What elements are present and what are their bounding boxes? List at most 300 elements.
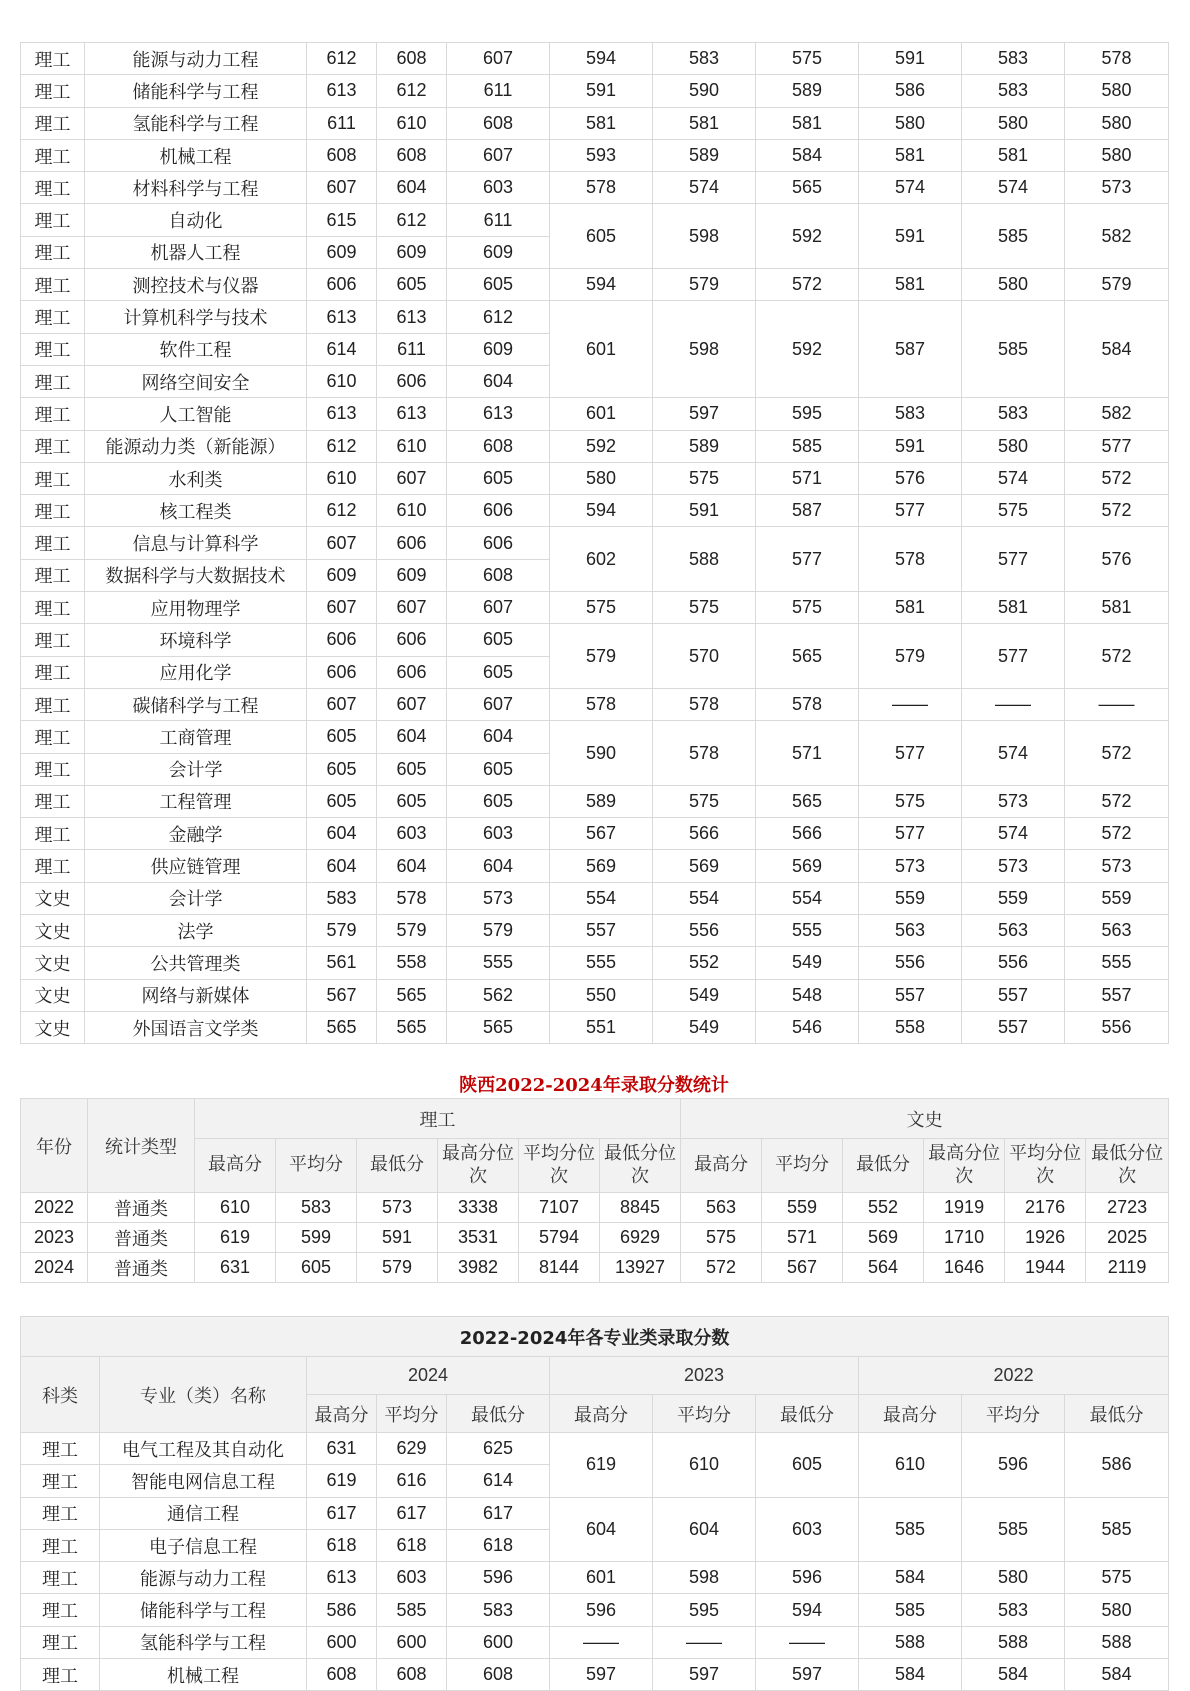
score-cell: 581: [859, 139, 962, 171]
table-row: [21, 1497, 1169, 1529]
score-cell: 590: [550, 721, 653, 786]
score-cell: 596: [550, 1594, 653, 1626]
stat-value-cell: 619: [195, 1223, 276, 1253]
category-cell: 理工: [21, 365, 85, 397]
major-name-cell: 机械工程: [85, 139, 307, 171]
major-name-cell: 工程管理: [85, 785, 307, 817]
category-cell: 理工: [21, 785, 85, 817]
major-name-cell: 储能科学与工程: [85, 75, 307, 107]
subheader-cell: 最高分位次: [438, 1139, 519, 1193]
category-cell: 理工: [21, 107, 85, 139]
table-row: [21, 785, 1169, 817]
score-cell: 549: [653, 979, 756, 1011]
score-cell: 580: [859, 107, 962, 139]
table-row: [21, 495, 1169, 527]
score-cell: 580: [962, 269, 1065, 301]
score-cell: 607: [447, 688, 550, 720]
table1-body: [21, 43, 1169, 1044]
score-cell: 557: [962, 1011, 1065, 1043]
score-cell: 575: [756, 43, 859, 75]
major-name-cell: 网络空间安全: [85, 365, 307, 397]
major-name-cell: 法学: [85, 915, 307, 947]
score-cell: 580: [1065, 1594, 1169, 1626]
score-cell: 589: [756, 75, 859, 107]
major-table-title: 2022-2024年各专业类录取分数: [21, 1317, 1169, 1357]
score-cell: 579: [1065, 269, 1169, 301]
score-cell: 567: [550, 818, 653, 850]
category-cell: 理工: [21, 1626, 100, 1658]
score-cell: 580: [962, 1562, 1065, 1594]
score-cell: 572: [1065, 624, 1169, 689]
major-name-cell: 电子信息工程: [100, 1529, 307, 1561]
score-cell: 597: [653, 1659, 756, 1691]
score-cell: 565: [307, 1011, 377, 1043]
score-cell: 557: [1065, 979, 1169, 1011]
header-stat-type: 统计类型: [88, 1099, 195, 1193]
score-cell: 559: [859, 882, 962, 914]
score-cell: 603: [756, 1497, 859, 1562]
major-name-cell: 核工程类: [85, 495, 307, 527]
score-cell: 597: [756, 1659, 859, 1691]
table-row: [21, 527, 1169, 559]
score-cell: 605: [447, 656, 550, 688]
score-cell: 591: [859, 43, 962, 75]
score-cell: 587: [756, 495, 859, 527]
table-row: [21, 979, 1169, 1011]
table-row: [21, 1011, 1169, 1043]
score-cell: 579: [447, 915, 550, 947]
major-name-cell: 数据科学与大数据技术: [85, 559, 307, 591]
major-name-cell: 计算机科学与技术: [85, 301, 307, 333]
category-cell: 理工: [21, 236, 85, 268]
stat-value-cell: 559: [762, 1193, 843, 1223]
major-name-cell: 储能科学与工程: [100, 1594, 307, 1626]
table-row: [21, 624, 1169, 656]
major-name-cell: 碳储科学与工程: [85, 688, 307, 720]
score-cell: 606: [377, 624, 447, 656]
category-cell: 理工: [21, 333, 85, 365]
score-cell: 609: [447, 236, 550, 268]
score-cell: 584: [756, 139, 859, 171]
score-cell: 610: [859, 1433, 962, 1498]
score-cell: 575: [653, 592, 756, 624]
score-cell: 612: [307, 430, 377, 462]
category-cell: 理工: [21, 301, 85, 333]
subheader-cell: 最高分: [681, 1139, 762, 1193]
header-major: 专业（类）名称: [100, 1357, 307, 1433]
score-cell: 580: [1065, 107, 1169, 139]
score-cell: ——: [653, 1626, 756, 1658]
score-cell: 546: [756, 1011, 859, 1043]
score-cell: 604: [377, 172, 447, 204]
score-cell: 611: [447, 75, 550, 107]
major-name-cell: 金融学: [85, 818, 307, 850]
major-name-cell: 能源与动力工程: [85, 43, 307, 75]
stat-value-cell: 3531: [438, 1223, 519, 1253]
stat-value-cell: 2723: [1086, 1193, 1169, 1223]
score-cell: 605: [307, 785, 377, 817]
score-cell: 569: [653, 850, 756, 882]
score-cell: 609: [307, 236, 377, 268]
score-cell: 614: [307, 333, 377, 365]
score-cell: 598: [653, 301, 756, 398]
score-cell: 583: [962, 1594, 1065, 1626]
shaanxi-stats-table: [20, 1098, 1169, 1283]
score-cell: 610: [377, 495, 447, 527]
score-cell: 605: [377, 269, 447, 301]
header-group-arts: 文史: [681, 1099, 1169, 1139]
score-cell: 613: [307, 1562, 377, 1594]
major-name-cell: 电气工程及其自动化: [100, 1433, 307, 1465]
score-cell: 608: [447, 107, 550, 139]
score-cell: 609: [447, 333, 550, 365]
subheader-cell: 最低分位次: [1086, 1139, 1169, 1193]
score-cell: 597: [653, 398, 756, 430]
score-cell: 557: [962, 979, 1065, 1011]
category-cell: 理工: [21, 850, 85, 882]
major-name-cell: 测控技术与仪器: [85, 269, 307, 301]
score-cell: 574: [653, 172, 756, 204]
major-name-cell: 自动化: [85, 204, 307, 236]
score-cell: 605: [447, 269, 550, 301]
score-cell: 563: [1065, 915, 1169, 947]
score-cell: 596: [447, 1562, 550, 1594]
score-cell: 573: [859, 850, 962, 882]
major-name-cell: 能源动力类（新能源）: [85, 430, 307, 462]
stat-value-cell: 571: [762, 1223, 843, 1253]
score-cell: 606: [377, 365, 447, 397]
score-cell: 574: [962, 818, 1065, 850]
subheader-cell: 最低分位次: [600, 1139, 681, 1193]
score-cell: 607: [307, 172, 377, 204]
score-cell: 598: [653, 1562, 756, 1594]
score-cell: 605: [447, 462, 550, 494]
score-cell: 575: [653, 462, 756, 494]
score-cell: 604: [447, 850, 550, 882]
table-row: [21, 915, 1169, 947]
subheader-cell: 平均分: [653, 1395, 756, 1433]
score-cell: 548: [756, 979, 859, 1011]
score-cell: 574: [962, 462, 1065, 494]
score-cell: 585: [962, 301, 1065, 398]
score-cell: 601: [550, 301, 653, 398]
stat-value-cell: 5794: [519, 1223, 600, 1253]
score-cell: 580: [962, 430, 1065, 462]
table-row: [21, 75, 1169, 107]
score-cell: 610: [377, 430, 447, 462]
score-cell: 581: [653, 107, 756, 139]
category-cell: 理工: [21, 688, 85, 720]
score-cell: 583: [859, 398, 962, 430]
score-cell: 605: [447, 785, 550, 817]
score-cell: 549: [653, 1011, 756, 1043]
score-cell: 580: [1065, 139, 1169, 171]
table-row: [21, 1193, 1169, 1223]
score-cell: ——: [756, 1626, 859, 1658]
score-cell: 585: [859, 1497, 962, 1562]
score-cell: 588: [962, 1626, 1065, 1658]
score-cell: 572: [1065, 495, 1169, 527]
major-name-cell: 通信工程: [100, 1497, 307, 1529]
stat-value-cell: 573: [357, 1193, 438, 1223]
score-cell: 606: [377, 656, 447, 688]
score-cell: 601: [550, 1562, 653, 1594]
subheader-cell: 平均分位次: [519, 1139, 600, 1193]
stat-type-cell: 普通类: [88, 1253, 195, 1283]
subheader-cell: 平均分: [962, 1395, 1065, 1433]
score-cell: 551: [550, 1011, 653, 1043]
stat-value-cell: 3338: [438, 1193, 519, 1223]
stat-value-cell: 7107: [519, 1193, 600, 1223]
score-cell: 578: [653, 688, 756, 720]
score-cell: 579: [653, 269, 756, 301]
score-cell: 631: [307, 1433, 377, 1465]
category-cell: 文史: [21, 979, 85, 1011]
table-row: [21, 1626, 1169, 1658]
score-cell: 550: [550, 979, 653, 1011]
score-cell: 610: [307, 462, 377, 494]
score-cell: 565: [756, 172, 859, 204]
score-cell: 606: [447, 495, 550, 527]
table-row: [21, 1433, 1169, 1465]
score-cell: 575: [653, 785, 756, 817]
score-cell: 608: [377, 1659, 447, 1691]
score-cell: 549: [756, 947, 859, 979]
score-cell: 604: [377, 850, 447, 882]
category-cell: 文史: [21, 915, 85, 947]
score-cell: 601: [550, 398, 653, 430]
score-cell: 596: [756, 1562, 859, 1594]
score-cell: 552: [653, 947, 756, 979]
score-cell: 592: [756, 301, 859, 398]
score-cell: 581: [962, 139, 1065, 171]
score-cell: 618: [377, 1529, 447, 1561]
score-cell: 585: [1065, 1497, 1169, 1562]
stat-value-cell: 3982: [438, 1253, 519, 1283]
score-cell: 573: [1065, 172, 1169, 204]
score-cell: 605: [550, 204, 653, 269]
table-row: [21, 721, 1169, 753]
major-name-cell: 氢能科学与工程: [100, 1626, 307, 1658]
score-cell: 612: [377, 204, 447, 236]
score-cell: 562: [447, 979, 550, 1011]
stat-value-cell: 13927: [600, 1253, 681, 1283]
score-cell: 594: [550, 43, 653, 75]
score-cell: 591: [550, 75, 653, 107]
table-row: [21, 1659, 1169, 1691]
table-row: [21, 269, 1169, 301]
stat-value-cell: 1919: [924, 1193, 1005, 1223]
table-row: [21, 1223, 1169, 1253]
major-scores-table: [20, 1316, 1169, 1691]
score-cell: 584: [1065, 301, 1169, 398]
score-cell: 613: [377, 398, 447, 430]
score-cell: 554: [756, 882, 859, 914]
score-cell: 581: [756, 107, 859, 139]
score-cell: 591: [859, 204, 962, 269]
score-cell: 618: [447, 1529, 550, 1561]
score-cell: 594: [756, 1594, 859, 1626]
stat-value-cell: 564: [843, 1253, 924, 1283]
score-cell: 617: [307, 1497, 377, 1529]
major-name-cell: 应用物理学: [85, 592, 307, 624]
table-row: [21, 850, 1169, 882]
score-cell: 588: [859, 1626, 962, 1658]
score-cell: 608: [307, 1659, 377, 1691]
score-cell: 606: [307, 624, 377, 656]
table-row: [21, 1562, 1169, 1594]
score-cell: 580: [550, 462, 653, 494]
major-name-cell: 氢能科学与工程: [85, 107, 307, 139]
score-cell: 573: [962, 850, 1065, 882]
score-cell: 575: [756, 592, 859, 624]
major-name-cell: 软件工程: [85, 333, 307, 365]
score-cell: 617: [447, 1497, 550, 1529]
score-cell: 572: [1065, 462, 1169, 494]
score-cell: 577: [962, 527, 1065, 592]
stat-type-cell: 普通类: [88, 1223, 195, 1253]
major-name-cell: 会计学: [85, 882, 307, 914]
score-cell: 607: [447, 592, 550, 624]
score-cell: 603: [377, 1562, 447, 1594]
score-cell: 607: [307, 688, 377, 720]
table-row: [21, 1253, 1169, 1283]
score-cell: 594: [550, 269, 653, 301]
table-row: [21, 398, 1169, 430]
score-cell: 603: [377, 818, 447, 850]
score-cell: 609: [377, 559, 447, 591]
score-cell: 588: [653, 527, 756, 592]
score-cell: 629: [377, 1433, 447, 1465]
score-cell: 604: [653, 1497, 756, 1562]
category-cell: 文史: [21, 1011, 85, 1043]
score-cell: 606: [447, 527, 550, 559]
score-cell: 555: [447, 947, 550, 979]
score-cell: 606: [307, 269, 377, 301]
subheader-cell: 最高分: [550, 1395, 653, 1433]
score-cell: 614: [447, 1465, 550, 1497]
stat-value-cell: 583: [276, 1193, 357, 1223]
score-cell: 559: [962, 882, 1065, 914]
stat-value-cell: 2119: [1086, 1253, 1169, 1283]
score-cell: 609: [307, 559, 377, 591]
score-cell: 604: [307, 818, 377, 850]
score-cell: 577: [756, 527, 859, 592]
table-row: [21, 592, 1169, 624]
stat-value-cell: 631: [195, 1253, 276, 1283]
category-cell: 理工: [21, 656, 85, 688]
score-cell: 578: [756, 688, 859, 720]
stat-value-cell: 599: [276, 1223, 357, 1253]
score-cell: 586: [1065, 1433, 1169, 1498]
table-row: [21, 172, 1169, 204]
score-cell: 613: [377, 301, 447, 333]
category-cell: 理工: [21, 462, 85, 494]
score-cell: 604: [307, 850, 377, 882]
score-cell: 610: [377, 107, 447, 139]
header-category: 科类: [21, 1357, 100, 1433]
score-cell: 556: [962, 947, 1065, 979]
score-cell: 571: [756, 462, 859, 494]
category-cell: 理工: [21, 75, 85, 107]
score-cell: 594: [550, 495, 653, 527]
stat-value-cell: 552: [843, 1193, 924, 1223]
stat-value-cell: 605: [276, 1253, 357, 1283]
score-cell: 592: [550, 430, 653, 462]
stat-value-cell: 8845: [600, 1193, 681, 1223]
score-cell: 606: [307, 656, 377, 688]
score-cell: 591: [859, 430, 962, 462]
score-cell: 579: [550, 624, 653, 689]
stat-value-cell: 2176: [1005, 1193, 1086, 1223]
category-cell: 理工: [21, 592, 85, 624]
score-cell: 617: [377, 1497, 447, 1529]
score-cell: 572: [1065, 785, 1169, 817]
score-cell: 558: [859, 1011, 962, 1043]
score-cell: ——: [550, 1626, 653, 1658]
score-cell: 608: [307, 139, 377, 171]
stat-value-cell: 1944: [1005, 1253, 1086, 1283]
header-year-2022: 2022: [859, 1357, 1169, 1395]
score-cell: 605: [756, 1433, 859, 1498]
score-cell: 589: [653, 430, 756, 462]
major-name-cell: 机械工程: [100, 1659, 307, 1691]
score-cell: 619: [307, 1465, 377, 1497]
table-row: [21, 139, 1169, 171]
score-cell: 611: [307, 107, 377, 139]
stat-type-cell: 普通类: [88, 1193, 195, 1223]
score-cell: 591: [653, 495, 756, 527]
score-cell: 611: [377, 333, 447, 365]
category-cell: 理工: [21, 624, 85, 656]
category-cell: 理工: [21, 430, 85, 462]
score-cell: ——: [962, 688, 1065, 720]
score-cell: 557: [859, 979, 962, 1011]
header-group-science: 理工: [195, 1099, 681, 1139]
score-cell: 578: [377, 882, 447, 914]
score-cell: 576: [859, 462, 962, 494]
score-cell: 565: [447, 1011, 550, 1043]
score-cell: 565: [756, 624, 859, 689]
score-cell: 613: [307, 75, 377, 107]
score-cell: 575: [1065, 1562, 1169, 1594]
score-cell: 592: [756, 204, 859, 269]
table-row: [21, 882, 1169, 914]
score-cell: 605: [447, 624, 550, 656]
major-name-cell: 应用化学: [85, 656, 307, 688]
major-name-cell: 智能电网信息工程: [100, 1465, 307, 1497]
major-name-cell: 公共管理类: [85, 947, 307, 979]
year-cell: 2024: [21, 1253, 88, 1283]
stat-value-cell: 2025: [1086, 1223, 1169, 1253]
score-cell: 556: [1065, 1011, 1169, 1043]
table2-body: [21, 1193, 1169, 1283]
score-cell: 604: [377, 721, 447, 753]
score-cell: 583: [962, 75, 1065, 107]
score-cell: 584: [962, 1659, 1065, 1691]
category-cell: 理工: [21, 139, 85, 171]
score-cell: 567: [307, 979, 377, 1011]
score-cell: 573: [962, 785, 1065, 817]
score-cell: 608: [377, 43, 447, 75]
score-cell: 554: [653, 882, 756, 914]
major-name-cell: 机器人工程: [85, 236, 307, 268]
score-cell: 561: [307, 947, 377, 979]
subheader-cell: 平均分: [377, 1395, 447, 1433]
score-cell: 605: [307, 753, 377, 785]
score-cell: 558: [377, 947, 447, 979]
score-cell: 583: [962, 43, 1065, 75]
